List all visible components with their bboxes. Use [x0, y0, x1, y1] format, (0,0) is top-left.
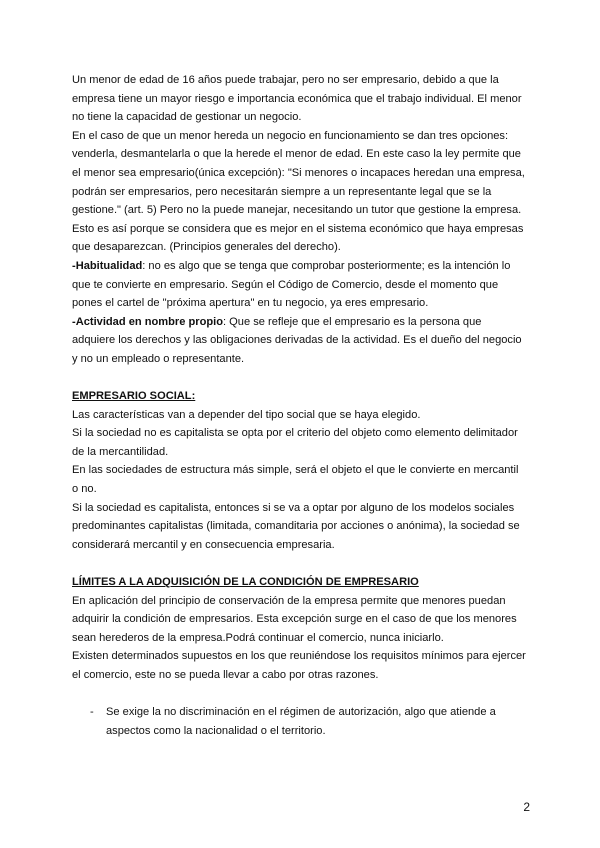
- text-line: Un menor de edad de 16 años puede trabajar, pero no ser empresario, debido a que la: [72, 74, 499, 86]
- text-line: Las características van a depender del tipo social que se haya elegido.: [72, 408, 421, 421]
- text-line: podrán ser empresarios, pero necesitarán siempre a un representante legal que se la: [72, 185, 492, 198]
- bullet-dash: -: [90, 706, 94, 719]
- text-line: que te convierte en empresario. Según el Código de Comercio, desde el momento que: [72, 278, 499, 291]
- text-line: el comercio, este no se pueda llevar a cabo por otras razones.: [72, 669, 379, 681]
- term-habitualidad: -Habitualidad: [72, 259, 143, 272]
- text-line: pones el cartel de "próxima apertura" en tu negocio, ya eres empresario.: [72, 297, 429, 310]
- section-empresario-social: [72, 387, 530, 554]
- text-line: empresa tiene un mayor riesgo e importancia económica que el trabajo individual. El menor: [72, 92, 522, 105]
- text-fragment: : no es algo que se tenga que comprobar posteriormente; es la intención lo: [142, 259, 511, 272]
- text-line: adquiere los derechos y las obligaciones derivadas de la actividad. Es el dueño del negocio: [72, 334, 522, 347]
- text-line: y no un empleado o representante.: [72, 352, 245, 365]
- paragraph-menor-edad: [72, 71, 530, 127]
- paragraph-actividad: [72, 313, 530, 369]
- bullet-list: [72, 703, 530, 740]
- paragraph-habitualidad: [72, 257, 530, 313]
- text-line: sean herederos de la empresa.Podrá continuar el comercio, nunca iniciarlo.: [72, 631, 444, 644]
- text-line: gestione." (art. 5) Pero no la puede manejar, necesitando un tutor que gestione la empresa.: [72, 204, 522, 217]
- text-line: En las sociedades de estructura más simple, será el objeto el que le convierte en mercantil: [72, 464, 519, 477]
- text-line: adquirir la condición de empresarios. Esta excepción surge en el caso de que los menores: [72, 613, 517, 626]
- text-line: predominantes capitalistas (limitada, comanditaria por acciones o anónima), la sociedad se: [72, 520, 520, 533]
- text-line: [72, 313, 530, 332]
- section-heading: LÍMITES A LA ADQUISICIÓN DE LA CONDICIÓN DE EMPRESARIO: [72, 576, 419, 589]
- page-number: 2: [523, 800, 530, 814]
- text-line: o no.: [72, 483, 97, 496]
- list-item-text: [106, 703, 530, 740]
- text-line: [72, 257, 530, 276]
- spacer: [72, 369, 530, 388]
- text-line: Se exige la no discriminación en el régimen de autorización, algo que atiende a: [106, 706, 496, 719]
- section-heading: EMPRESARIO SOCIAL:: [72, 390, 196, 403]
- list-item: [90, 703, 530, 740]
- text-line: no tiene la capacidad de gestionar un negocio.: [72, 111, 302, 124]
- text-line: de la mercantilidad.: [72, 445, 169, 458]
- text-line: Existen determinados supuestos en los que reuniéndose los requisitos mínimos para ejercer: [72, 650, 526, 663]
- text-line: considerará mercantil y en consecuencia empresaria.: [72, 538, 335, 551]
- term-actividad: -Actividad en nombre propio: [72, 315, 224, 328]
- text-fragment: : Que se refleje que el empresario es la persona que: [223, 315, 482, 328]
- text-line: Si la sociedad no es capitalista se opta por el criterio del objeto como elemento delimitador: [72, 427, 518, 440]
- text-line: venderla, desmantelarla o que la herede el menor de edad. En este caso la ley permite que: [72, 148, 521, 161]
- text-line: el menor sea empresario(única excepción): "Si menores o incapaces heredan una empresa,: [72, 166, 525, 179]
- text-line: Si la sociedad es capitalista, entonces si se va a optar por alguno de los modelos sociales: [72, 501, 515, 514]
- text-line: que desaparezcan. (Principios generales del derecho).: [72, 241, 341, 254]
- text-line: aspectos como la nacionalidad o el territorio.: [106, 724, 326, 737]
- section-limites: [72, 573, 530, 740]
- text-line: En el caso de que un menor hereda un negocio en funcionamiento se dan tres opciones:: [72, 129, 509, 142]
- text-line: En aplicación del principio de conservación de la empresa permite que menores puedan: [72, 594, 506, 607]
- spacer: [72, 554, 530, 573]
- paragraph-herencia: [72, 127, 530, 257]
- text-line: Esto es así porque se considera que es mejor en el sistema económico que haya empresas: [72, 222, 524, 235]
